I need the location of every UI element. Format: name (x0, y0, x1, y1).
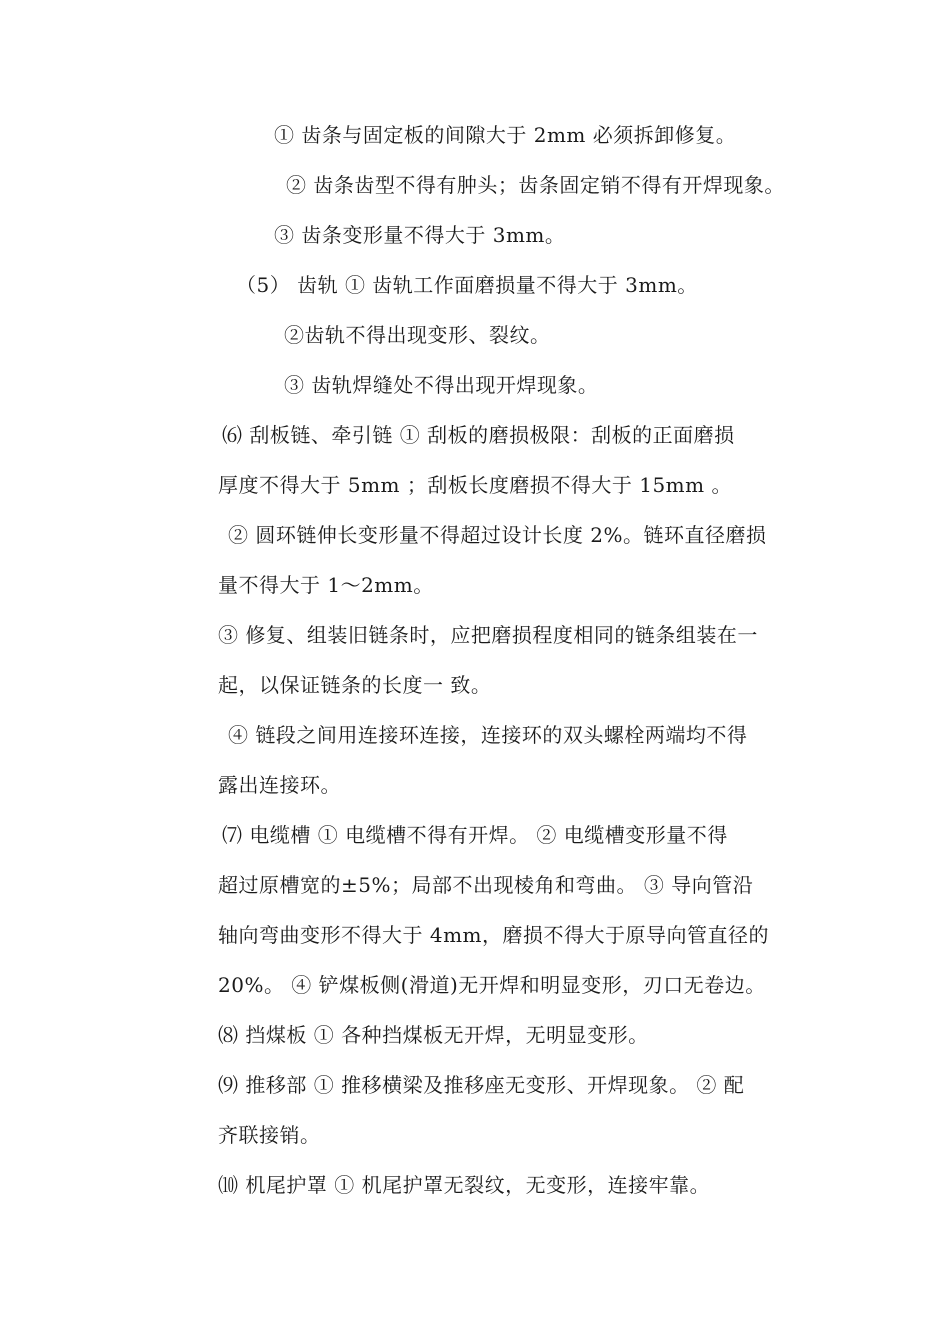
text-line: 起，以保证链条的长度一 致。 (218, 673, 492, 697)
text-line: 露出连接环。 (218, 773, 341, 797)
text-line: 超过原槽宽的±5%；局部不出现棱角和弯曲。 ③ 导向管沿 (218, 873, 754, 897)
text-line: ① 齿条与固定板的间隙大于 2mm 必须拆卸修复。 (274, 123, 737, 147)
text-line: ⑻ 挡煤板 ① 各种挡煤板无开焊，无明显变形。 (218, 1023, 649, 1047)
text-line: ②齿轨不得出现变形、裂纹。 (284, 323, 551, 347)
text-line: ③ 齿轨焊缝处不得出现开焊现象。 (284, 373, 599, 397)
text-line: 齐联接销。 (218, 1123, 321, 1147)
text-line: 20%。 ④ 铲煤板侧(滑道)无开焊和明显变形，刃口无卷边。 (218, 973, 766, 997)
text-line: ④ 链段之间用连接环连接，连接环的双头螺栓两端均不得 (228, 723, 748, 747)
text-line: （5） 齿轨 ① 齿轨工作面磨损量不得大于 3mm。 (236, 273, 698, 297)
text-line: 量不得大于 1～2mm。 (218, 573, 434, 597)
text-line: ⑹ 刮板链、牵引链 ① 刮板的磨损极限：刮板的正面磨损 (222, 423, 735, 447)
text-line: 厚度不得大于 5mm ；刮板长度磨损不得大于 15mm 。 (218, 473, 732, 497)
text-line: ⑺ 电缆槽 ① 电缆槽不得有开焊。 ② 电缆槽变形量不得 (222, 823, 728, 847)
text-line: ③ 齿条变形量不得大于 3mm。 (274, 223, 566, 247)
text-line: ② 齿条齿型不得有肿头；齿条固定销不得有开焊现象。 (286, 173, 785, 197)
text-line: ⑼ 推移部 ① 推移横梁及推移座无变形、开焊现象。 ② 配 (218, 1073, 745, 1097)
text-line: ③ 修复、组装旧链条时，应把磨损程度相同的链条组装在一 (218, 623, 758, 647)
text-line: ② 圆环链伸长变形量不得超过设计长度 2%。链环直径磨损 (228, 523, 767, 547)
text-line: 轴向弯曲变形不得大于 4mm，磨损不得大于原导向管直径的 (218, 923, 770, 947)
text-line: ⑽ 机尾护罩 ① 机尾护罩无裂纹，无变形，连接牢靠。 (218, 1173, 711, 1197)
